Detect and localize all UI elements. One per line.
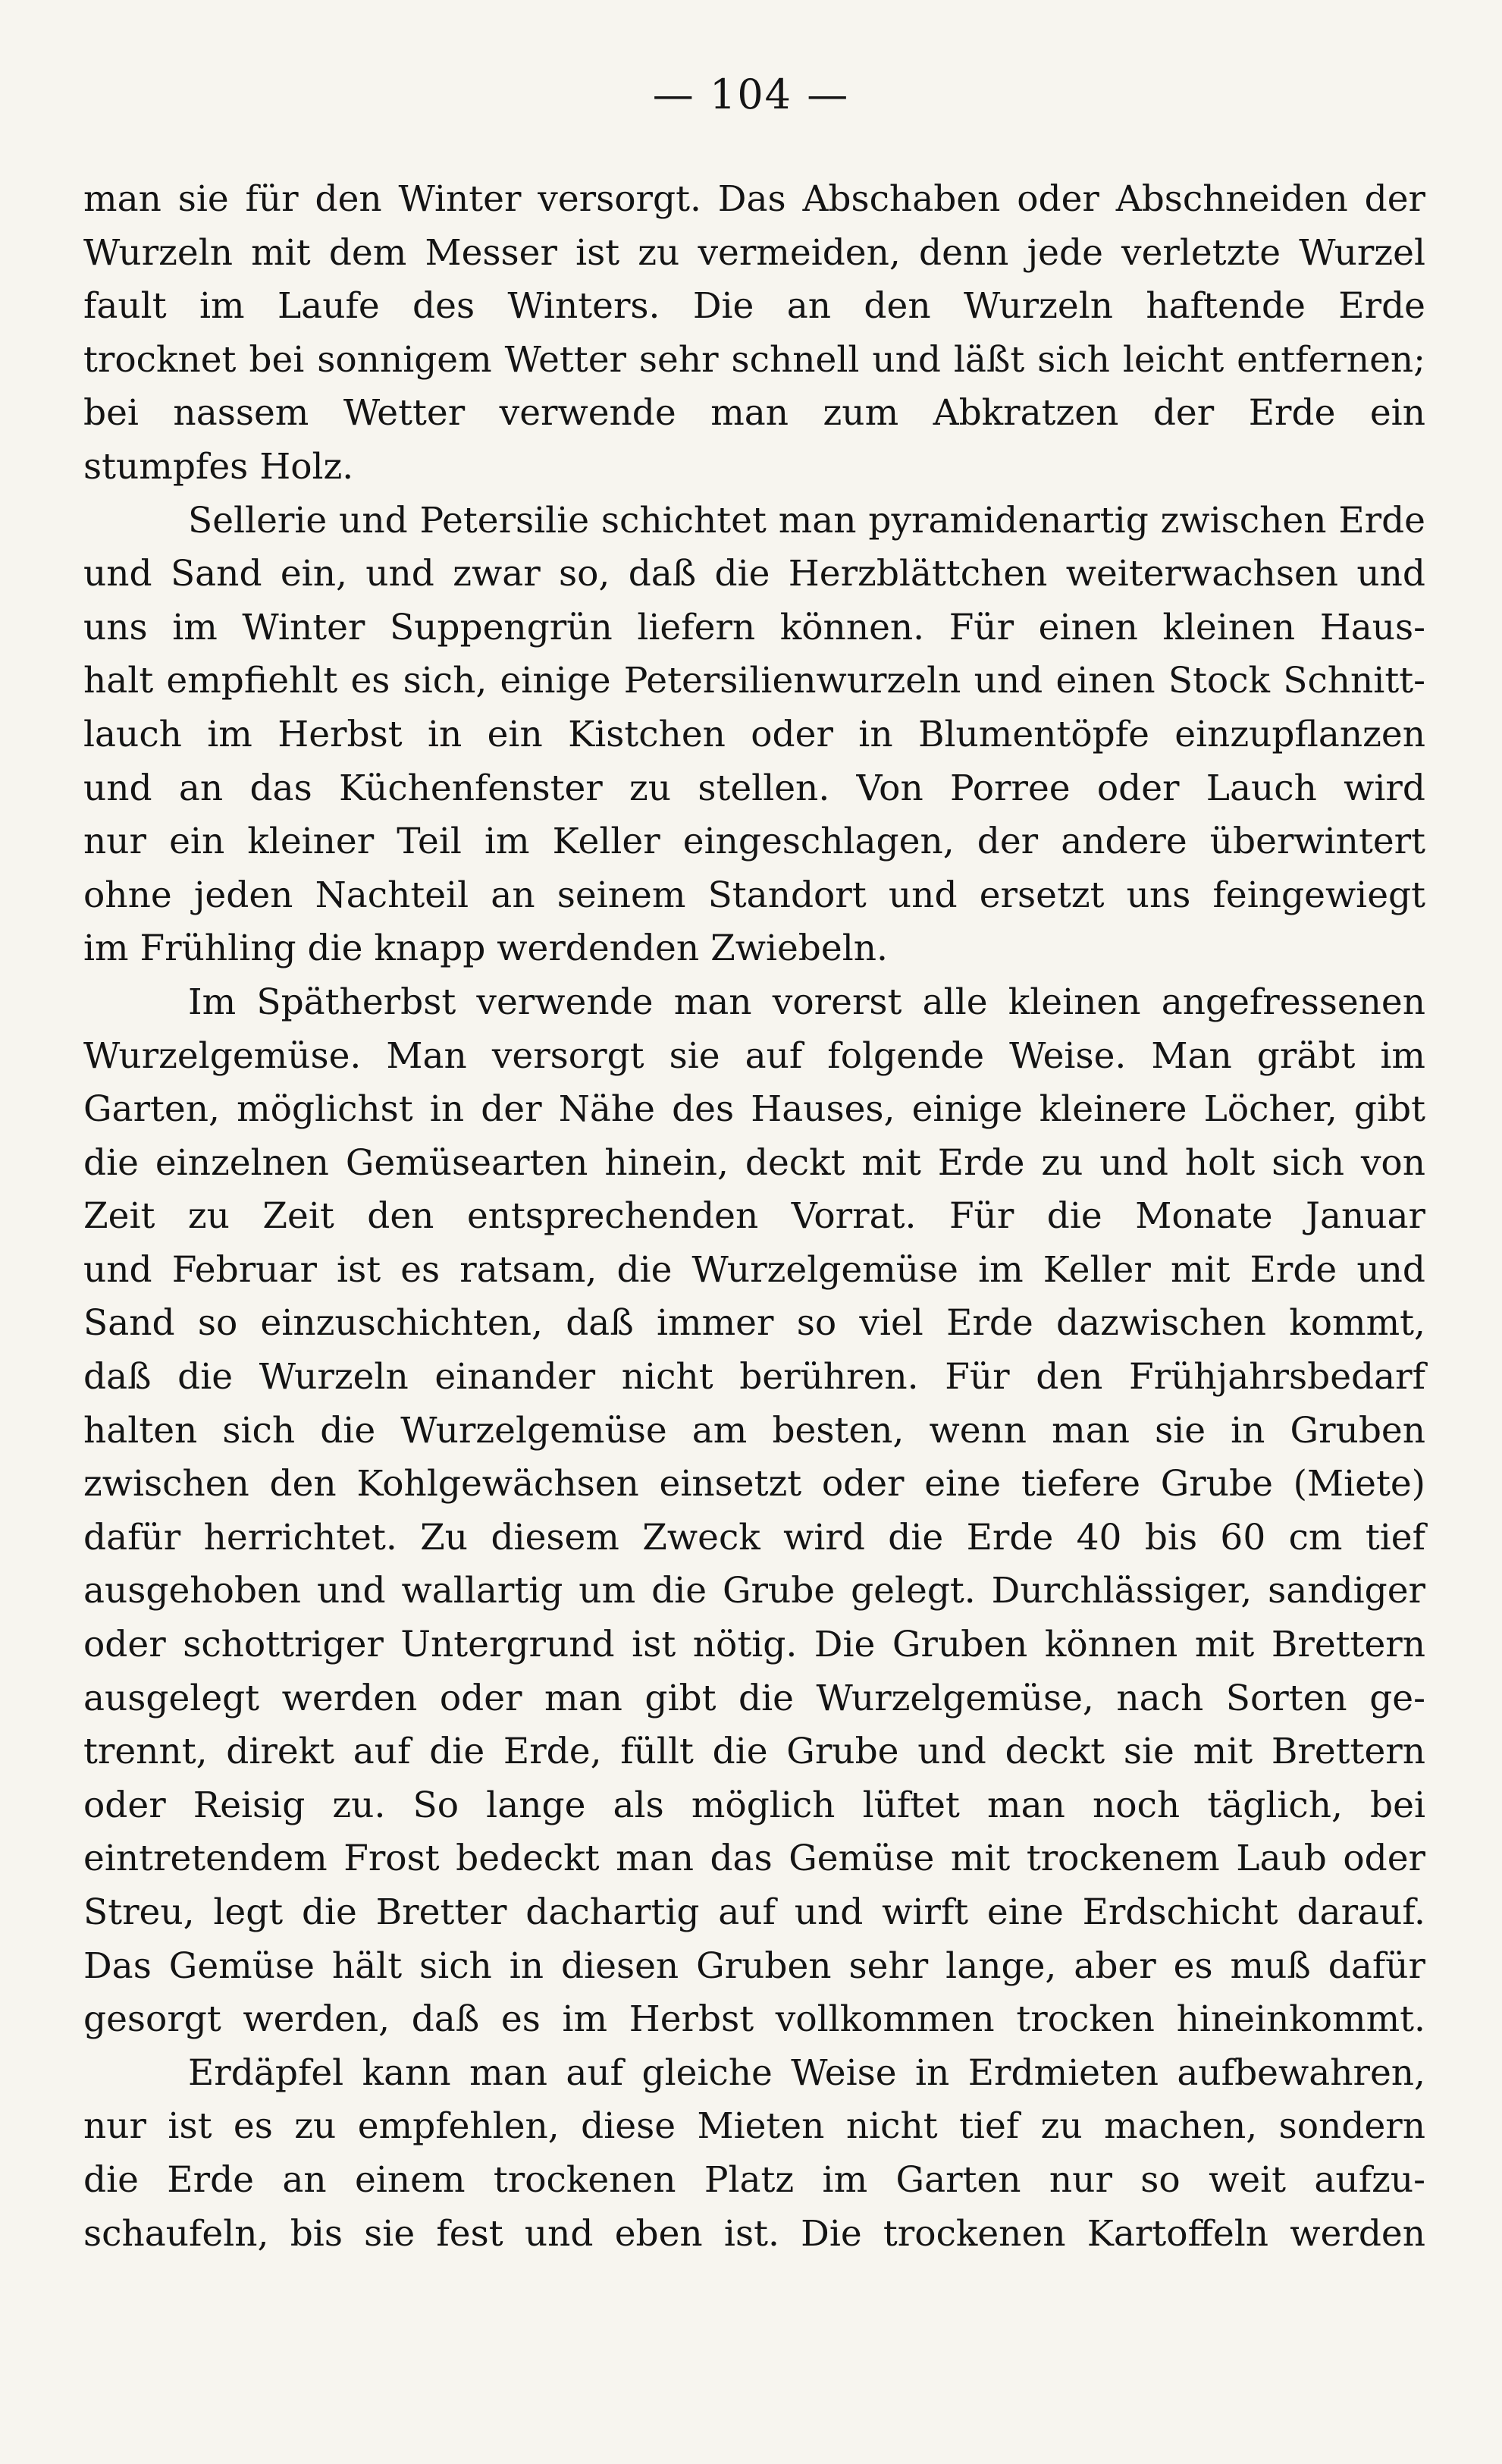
- text-line: Garten, möglichst in der Nähe des Hauses, einige kleinere Löcher, gibt: [83, 1088, 1425, 1131]
- text-line: ohne jeden Nachteil an seinem Standort und ersetzt uns feingewiegt: [83, 874, 1425, 916]
- text-line: Sellerie und Petersilie schichtet man pyramidenartig zwischen Erde: [188, 499, 1425, 541]
- text-line: nur ein kleiner Teil im Keller eingeschlagen, der andere überwintert: [83, 821, 1425, 863]
- text-line: Wurzeln mit dem Messer ist zu vermeiden, denn jede verletzte Wurzel: [83, 231, 1425, 274]
- text-line: gesorgt werden, daß es im Herbst vollkommen trocken hineinkommt.: [83, 1998, 1425, 2041]
- text-line: trocknet bei sonnigem Wetter sehr schnell und läßt sich leicht entfernen;: [83, 338, 1425, 381]
- text-line: im Frühling die knapp werdenden Zwiebeln.: [83, 928, 888, 970]
- text-line: schaufeln, bis sie fest und eben ist. Die trockenen Kartoffeln werden: [83, 2212, 1425, 2255]
- text-line: zwischen den Kohlgewächsen einsetzt oder eine tiefere Grube (Miete): [83, 1463, 1425, 1505]
- text-line: lauch im Herbst in ein Kistchen oder in Blumentöpfe einzupflanzen: [83, 713, 1425, 755]
- text-line: bei nassem Wetter verwende man zum Abkratzen der Erde ein: [83, 392, 1425, 435]
- text-line: Wurzelgemüse. Man versorgt sie auf folgende Weise. Man gräbt im: [83, 1034, 1425, 1077]
- text-line: uns im Winter Suppengrün liefern können. Für einen kleinen Haus-: [83, 606, 1425, 648]
- text-line: Zeit zu Zeit den entsprechenden Vorrat. Für die Monate Januar: [83, 1195, 1425, 1238]
- text-line: eintretendem Frost bedeckt man das Gemüse mit trockenem Laub oder: [83, 1838, 1425, 1880]
- text-line: nur ist es zu empfehlen, diese Mieten nicht tief zu machen, sondern: [83, 2105, 1425, 2148]
- text-line: halten sich die Wurzelgemüse am besten, wenn man sie in Gruben: [83, 1409, 1425, 1452]
- text-line: stumpfes Holz.: [83, 445, 354, 488]
- text-line: und an das Küchenfenster zu stellen. Von Porree oder Lauch wird: [83, 767, 1425, 809]
- text-line: man sie für den Winter versorgt. Das Abschaben oder Abschneiden der: [83, 178, 1425, 220]
- text-line: ausgehoben und wallartig um die Grube gelegt. Durchlässiger, sandiger: [83, 1570, 1425, 1612]
- text-line: oder Reisig zu. So lange als möglich lüftet man noch täglich, bei: [83, 1784, 1425, 1826]
- text-line: fault im Laufe des Winters. Die an den Wurzeln haftende Erde: [83, 285, 1425, 328]
- text-line: Erdäpfel kann man auf gleiche Weise in Erdmieten aufbewahren,: [188, 2051, 1425, 2094]
- page-number: — 104 —: [652, 71, 850, 118]
- text-line: ausgelegt werden oder man gibt die Wurzelgemüse, nach Sorten ge-: [83, 1677, 1425, 1719]
- text-line: halt empfiehlt es sich, einige Petersilienwurzeln und einen Stock Schnitt-: [83, 660, 1425, 702]
- text-line: Das Gemüse hält sich in diesen Gruben sehr lange, aber es muß dafür: [83, 1945, 1425, 1987]
- text-line: und Februar ist es ratsam, die Wurzelgemüse im Keller mit Erde und: [83, 1248, 1425, 1291]
- text-line: oder schottriger Untergrund ist nötig. Die Gruben können mit Brettern: [83, 1624, 1425, 1666]
- text-line: die einzelnen Gemüsearten hinein, deckt mit Erde zu und holt sich von: [83, 1141, 1425, 1184]
- text-line: Streu, legt die Bretter dachartig auf und wirft eine Erdschicht darauf.: [83, 1891, 1425, 1933]
- body-text: [83, 173, 1425, 2261]
- text-line: Sand so einzuschichten, daß immer so viel Erde dazwischen kommt,: [83, 1302, 1425, 1345]
- text-line: trennt, direkt auf die Erde, füllt die Grube und deckt sie mit Brettern: [83, 1731, 1425, 1773]
- text-line: dafür herrichtet. Zu diesem Zweck wird die Erde 40 bis 60 cm tief: [83, 1516, 1425, 1558]
- text-line: daß die Wurzeln einander nicht berühren. Für den Frühjahrsbedarf: [83, 1356, 1425, 1398]
- text-line: und Sand ein, und zwar so, daß die Herzblättchen weiterwachsen und: [83, 553, 1425, 595]
- text-line: Im Spätherbst verwende man vorerst alle kleinen angefressenen: [188, 981, 1425, 1023]
- text-line: die Erde an einem trockenen Platz im Garten nur so weit aufzu-: [83, 2158, 1425, 2201]
